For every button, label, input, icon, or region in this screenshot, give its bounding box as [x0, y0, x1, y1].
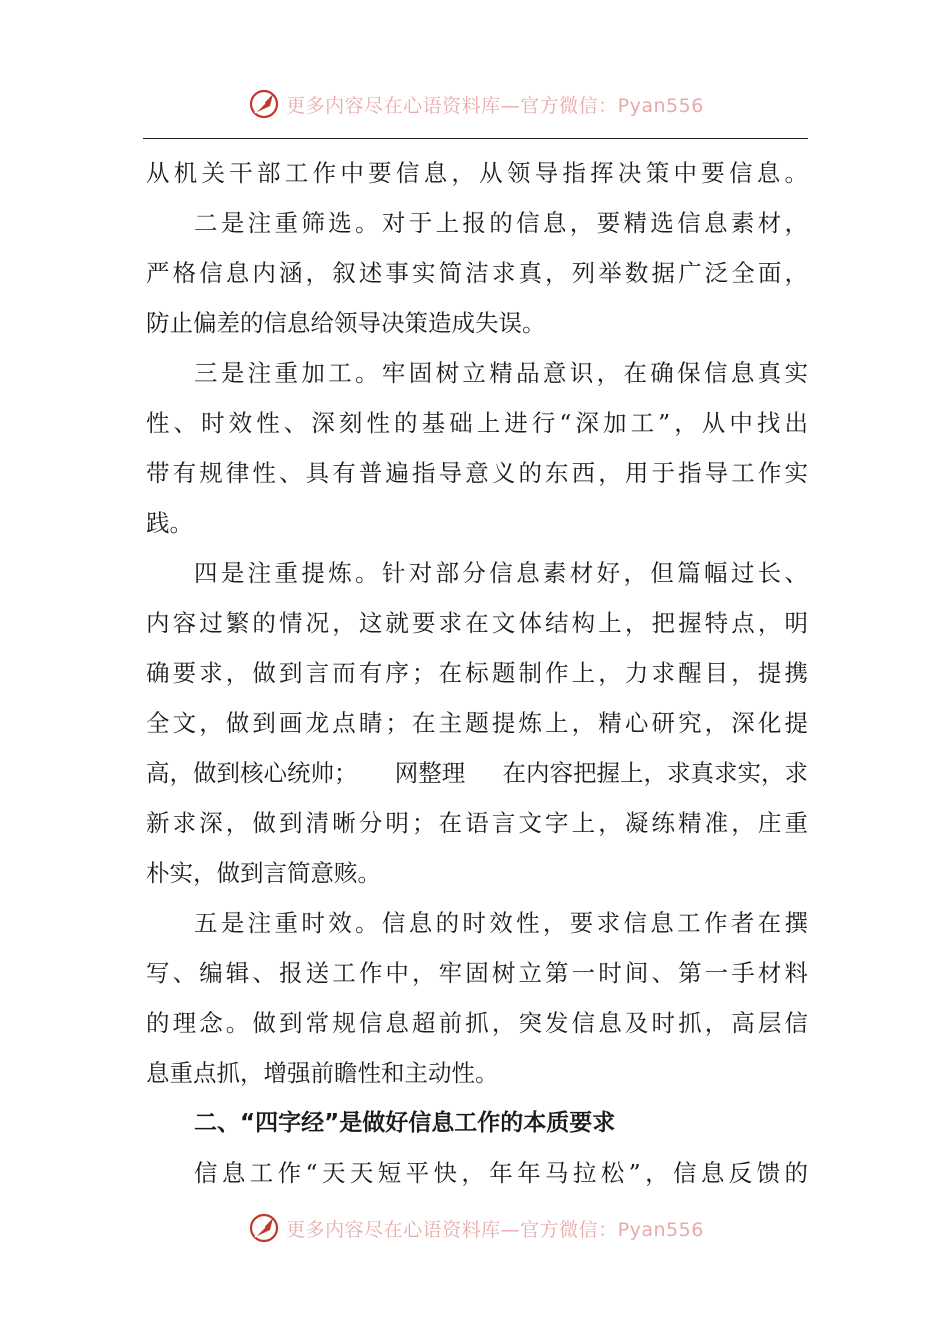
footer-watermark	[0, 1208, 950, 1248]
text-line: 防止偏差的信息给领导决策造成失误。	[146, 309, 546, 337]
text-line: 严格信息内涵，叙述事实简洁求真，列举数据广泛全面，	[146, 259, 808, 287]
text-line: 写、编辑、报送工作中，牢固树立第一时间、第一手材料	[146, 959, 808, 987]
document-body	[146, 148, 808, 1198]
header-watermark	[0, 84, 950, 124]
paragraph-first-line: 五是注重时效。信息的时效性，要求信息工作者在撰	[194, 909, 808, 937]
quill-pen-logo-icon	[246, 86, 282, 122]
text-line: 内容过繁的情况，这就要求在文体结构上，把握特点，明	[146, 609, 808, 637]
paragraph-first-line: 二是注重筛选。对于上报的信息，要精选信息素材，	[194, 209, 808, 237]
paragraph-first-line: 四是注重提炼。针对部分信息素材好，但篇幅过长、	[194, 559, 808, 587]
header-divider	[143, 138, 808, 139]
text-line: 践。	[146, 509, 193, 537]
text-segment: 高，做到核心统帅；	[146, 759, 358, 787]
watermark-text: 更多内容尽在心语资料库—官方微信：Pyan556	[286, 94, 704, 117]
text-line: 从机关干部工作中要信息，从领导指挥决策中要信息。	[146, 159, 808, 187]
text-line: 带有规律性、具有普遍指导意义的东西，用于指导工作实	[146, 459, 808, 487]
paragraph-first-line: 三是注重加工。牢固树立精品意识，在确保信息真实	[194, 359, 808, 387]
text-line: 性、时效性、深刻性的基础上进行“深加工”，从中找出	[146, 409, 808, 437]
paragraph-first-line: 信息工作“天天短平快，年年马拉松”，信息反馈的	[194, 1159, 808, 1187]
watermark-text: 更多内容尽在心语资料库—官方微信：Pyan556	[286, 1218, 704, 1241]
section-heading: 二、“四字经”是做好信息工作的本质要求	[194, 1110, 616, 1136]
quill-pen-logo-icon	[246, 1210, 282, 1246]
inline-watermark-text: 网整理	[394, 759, 466, 787]
text-line: 朴实，做到言简意赅。	[146, 859, 381, 887]
text-line: 确要求，做到言而有序；在标题制作上，力求醒目，提携	[146, 659, 808, 687]
text-segment: 在内容把握上，求真求实，求	[502, 759, 808, 787]
text-line: 的理念。做到常规信息超前抓，突发信息及时抓，高层信	[146, 1009, 808, 1037]
text-line	[146, 748, 808, 798]
text-line: 全文，做到画龙点睛；在主题提炼上，精心研究，深化提	[146, 709, 808, 737]
text-line: 新求深，做到清晰分明；在语言文字上，凝练精准，庄重	[146, 809, 808, 837]
text-line: 息重点抓，增强前瞻性和主动性。	[146, 1059, 499, 1087]
